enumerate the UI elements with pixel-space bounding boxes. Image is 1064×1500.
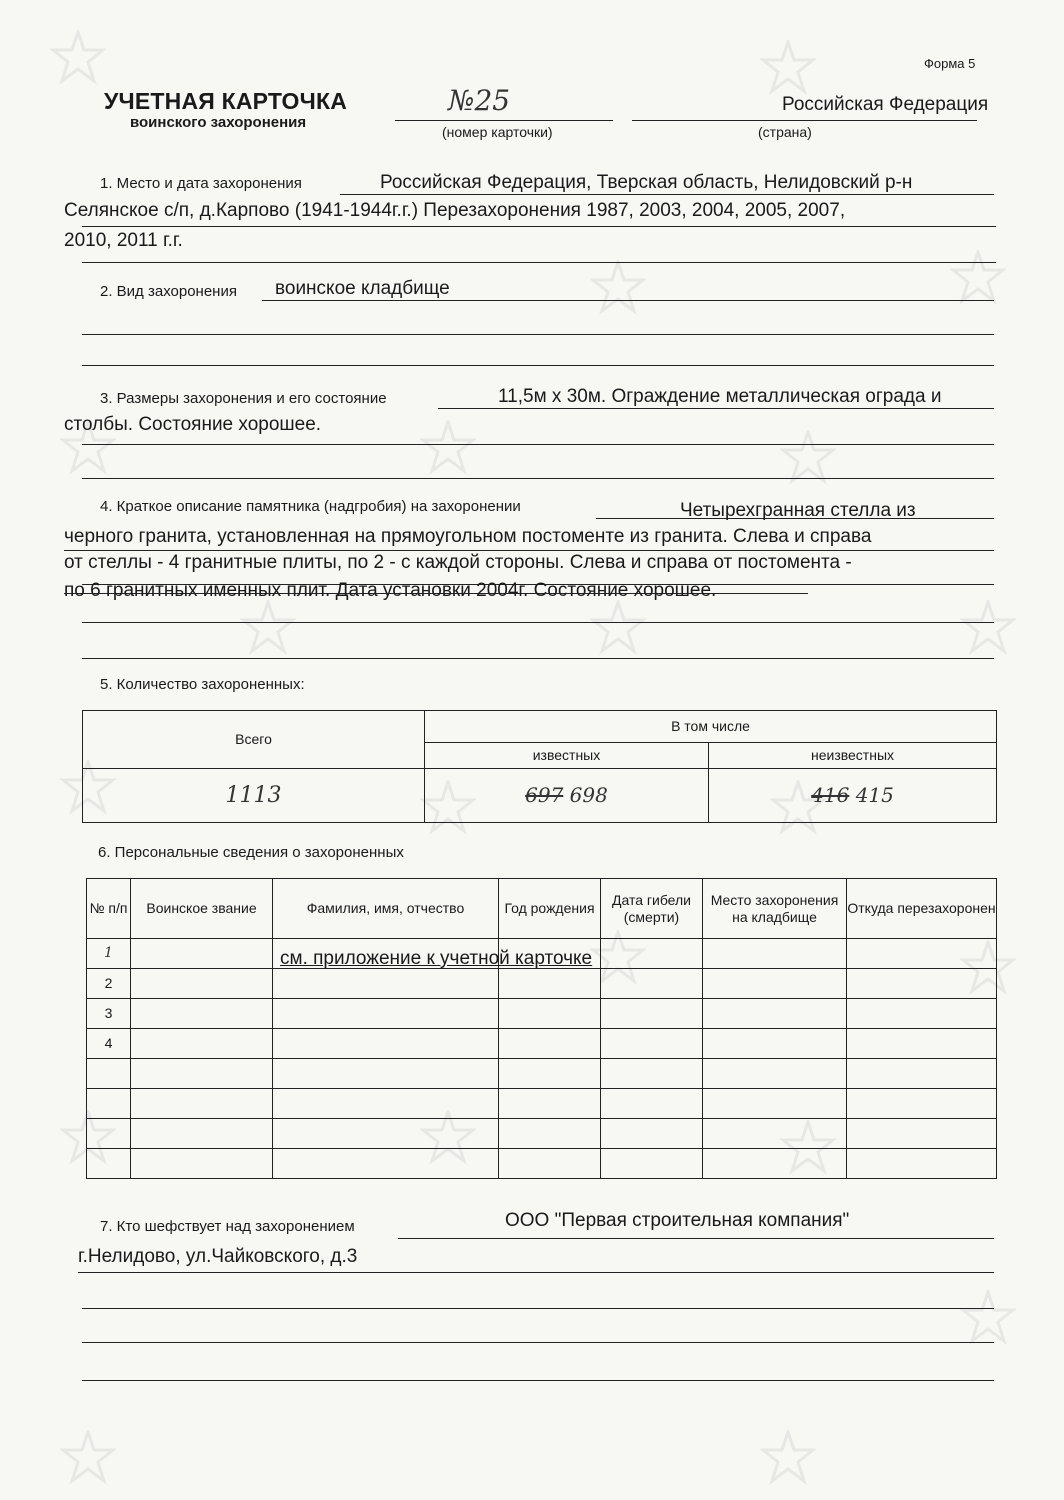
s7-rule2 [78,1272,994,1273]
s3-line1: 11,5м х 30м. Ограждение металлическая ограда и [498,386,942,407]
table-row [87,1089,997,1119]
s3-rule1 [438,408,994,409]
s3-label: 3. Размеры захоронения и его состояние [100,390,387,407]
row-number: 1 [87,939,131,969]
s7-rule1 [398,1238,994,1239]
row-number [87,1149,131,1179]
s3-rule2 [82,444,994,445]
s6-label: 6. Персональные сведения о захороненных [98,844,404,861]
watermark-star-icon [240,600,296,656]
header-burial-place: Место захоронения на кладбище [703,879,847,939]
header-birth-year: Год рождения [499,879,601,939]
header-num: № п/п [87,879,131,939]
watermark-star-icon [590,600,646,656]
col-including-header: В том числе [425,711,997,743]
s2-rule1 [262,300,994,301]
s7-rule4 [82,1342,994,1343]
col-unknown-header: неизвестных [709,743,997,769]
table-row [87,969,997,999]
header-reburied-from: Откуда перезахоронен [847,879,997,939]
form-number: Форма 5 [924,56,976,71]
s3-line2: столбы. Состояние хорошее. [64,414,322,435]
s7-rule3 [82,1308,994,1309]
row-number: 2 [87,969,131,999]
s4-rule1 [596,518,994,519]
table-row [87,999,997,1029]
s4-rule2 [64,550,994,551]
row-number: 4 [87,1029,131,1059]
known-old-value: 697 [525,783,564,807]
watermark-star-icon [60,1430,116,1486]
s1-line1: Российская Федерация, Тверская область, Нелидовский р-н [380,172,913,193]
col-total-header: Всего [83,711,425,769]
known-value [425,769,709,823]
card-number-line [395,120,613,121]
s4-line1: Четырехгранная стелла из [680,500,916,521]
country-value: Российская Федерация [782,94,989,115]
s4-line2: черного гранита, установленная на прямоугольном постоменте из гранита. Слева и справа [64,526,872,547]
watermark-star-icon [420,420,476,476]
unknown-new-value: 415 [855,783,894,807]
watermark-star-icon [590,260,646,316]
s4-line3: от стеллы - 4 гранитные плиты, по 2 - с каждой стороны. Слева и справа от постомента - [64,552,852,573]
known-new-value: 698 [569,783,608,807]
s1-rule2 [82,226,996,227]
s1-rule3 [82,262,996,263]
table-row [87,1029,997,1059]
table-row [87,1149,997,1179]
row-number: 3 [87,999,131,1029]
card-number: №25 [448,84,511,117]
s4-label: 4. Краткое описание памятника (надгробия) на захоронении [100,498,521,515]
row-number [87,1059,131,1089]
watermark-star-icon [960,1290,1016,1346]
s3-rule3 [82,478,994,479]
watermark-star-icon [50,30,106,86]
card-number-caption: (номер карточки) [442,124,553,140]
unknown-old-value: 416 [811,783,850,807]
s7-line1: ООО "Первая строительная компания" [505,1210,850,1231]
s4-rule5 [82,658,994,659]
table-row [87,1119,997,1149]
s2-rule3 [82,365,994,366]
s7-line2: г.Нелидово, ул.Чайковского, д.3 [78,1246,358,1267]
watermark-star-icon [760,1430,816,1486]
card-title: УЧЕТНАЯ КАРТОЧКА [104,88,348,114]
s2-label: 2. Вид захоронения [100,283,237,300]
country-line [632,120,977,121]
s7-rule5 [82,1380,994,1381]
s4-strike-line [64,593,808,594]
s4-rule4 [82,622,994,623]
burial-count-table [82,710,997,823]
s6-note: см. приложение к учетной карточке [280,948,593,969]
unknown-value [709,769,997,823]
header-rank: Воинское звание [131,879,273,939]
s2-value: воинское кладбище [275,278,450,299]
row-number [87,1119,131,1149]
total-value: 1113 [83,769,425,823]
table-row [87,1059,997,1089]
s2-rule2 [82,334,994,335]
header-fullname: Фамилия, имя, отчество [273,879,499,939]
watermark-star-icon [960,600,1016,656]
card-subtitle: воинского захоронения [130,114,307,131]
row-number [87,1089,131,1119]
country-caption: (страна) [758,124,812,140]
watermark-star-icon [760,40,816,96]
col-known-header: известных [425,743,709,769]
s1-line2: Селянское с/п, д.Карпово (1941-1944г.г.) Перезахоронения 1987, 2003, 2004, 2005, 2007, [64,200,846,221]
s1-rule1 [340,194,994,195]
s1-line3: 2010, 2011 г.г. [64,230,183,251]
header-death-date: Дата гибели (смерти) [601,879,703,939]
personal-data-table [86,878,997,1179]
s5-label: 5. Количество захороненных: [100,676,305,693]
watermark-star-icon [950,250,1006,306]
s7-label: 7. Кто шефствует над захоронением [100,1218,355,1235]
s1-label: 1. Место и дата захоронения [100,175,302,192]
s4-line4: по 6 гранитных именных плит. Дата установки 2004г. Состояние хорошее. [64,580,717,601]
